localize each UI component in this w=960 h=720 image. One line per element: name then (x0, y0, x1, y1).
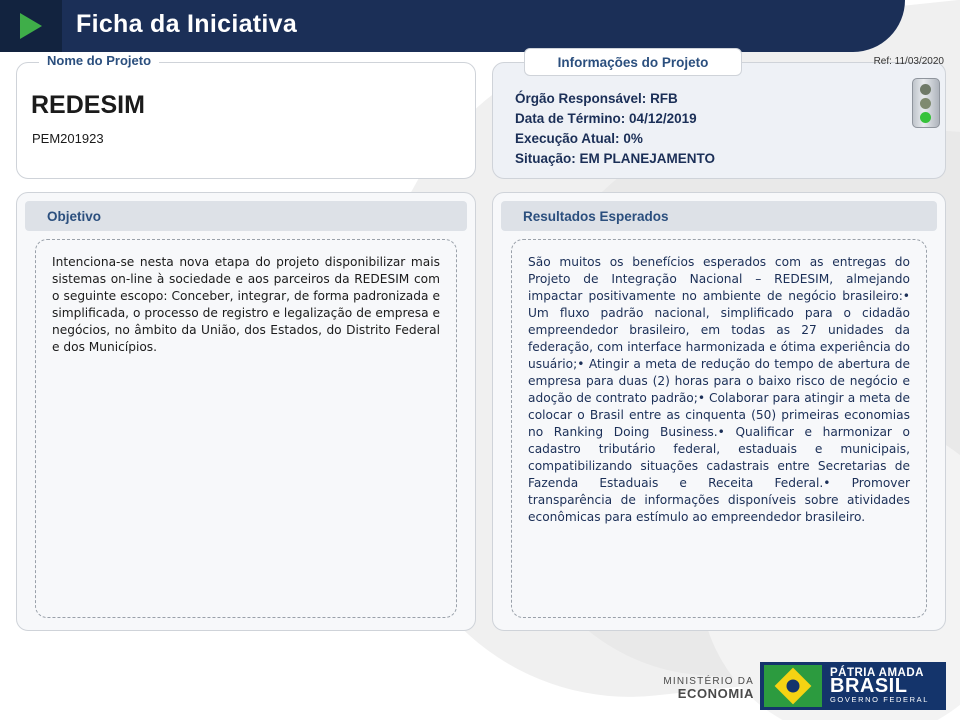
page-footer (0, 642, 960, 720)
info-row-situacao (515, 149, 715, 169)
government-logo (760, 662, 946, 710)
ministry-line-2: ECONOMIA (677, 686, 754, 701)
gov-line-3: GOVERNO FEDERAL (830, 694, 930, 704)
project-name-value: REDESIM (31, 91, 145, 119)
info-label-situacao: Situação: (515, 151, 576, 166)
results-text: São muitos os benefícios esperados com as entregas do Projeto de Integração Nacional – REDESIM, almejando impactar positivamente no ambiente de negócio brasileiro:• Um fluxo padrão nacional, simplificado para o cidadão empreendedor brasileiro, em todas as 27 unidades da federação, com interface harmonizada e ótima experiência do usuário;• Atingir a meta de redução do tempo de abertura de empresa para duas (2) horas para o baixo risco de negócio e adoção de contrato padrão;• Colaborar para atingir a meta de colocar o Brasil entre as cinquenta (50) primeiras economias no Ranking Doing Business.• Qualificar e harmonizar o cadastro tributário federal, estaduais e municipais, compatibilizando situações cadastrais entre Secretarias de Fazenda Estaduais e Receita Federal.• Promover transparência de informações disponíveis sobre atividades econômicas para estímulo ao empreendedor brasileiro. (528, 255, 914, 524)
reference-date: Ref: 11/03/2020 (873, 56, 944, 67)
flag-circle (787, 680, 800, 693)
objective-text: Intenciona-se nesta nova etapa do projeto disponibilizar mais sistemas on-line à sociedade e aos parceiros da REDESIM com o seguinte escopo: Conceber, integrar, de forma padronizada e simplificada, o processo de registro e legalização de empresa e negócios, no âmbito da União, dos Estados, do Distrito Federal e dos Municípios. (52, 255, 444, 354)
info-label-execucao: Execução Atual: (515, 131, 620, 146)
project-info-legend: Informações do Projeto (524, 48, 742, 76)
info-row-data-termino (515, 109, 715, 129)
page-title: Ficha da Iniciativa (76, 10, 298, 38)
objective-panel (16, 192, 476, 631)
traffic-light-yellow (920, 98, 931, 109)
info-row-orgao (515, 89, 715, 109)
traffic-light-green (920, 112, 931, 123)
objective-title: Objetivo (25, 201, 467, 231)
ministry-logo (663, 676, 754, 700)
page-header (0, 0, 960, 52)
info-value-execucao: 0% (623, 131, 643, 146)
traffic-light-icon (912, 78, 940, 128)
play-triangle-icon (20, 13, 42, 39)
project-info-panel (492, 62, 946, 179)
project-info-list (515, 89, 715, 169)
info-label-orgao: Órgão Responsável: (515, 91, 647, 106)
project-name-legend: Nome do Projeto (39, 53, 159, 68)
objective-body (35, 239, 457, 618)
traffic-light-red (920, 84, 931, 95)
info-label-data-termino: Data de Término: (515, 111, 626, 126)
results-body (511, 239, 927, 618)
info-value-situacao: EM PLANEJAMENTO (579, 151, 716, 166)
info-value-data-termino: 04/12/2019 (629, 111, 697, 126)
brazil-flag-icon (764, 665, 822, 707)
results-title: Resultados Esperados (501, 201, 937, 231)
gov-line-2: BRASIL (830, 674, 908, 697)
project-name-panel (16, 53, 476, 179)
results-panel (492, 192, 946, 631)
government-logo-text (830, 667, 929, 706)
project-code-value: PEM201923 (32, 131, 104, 146)
ministry-line-1: MINISTÉRIO DA (663, 676, 754, 687)
info-row-execucao (515, 129, 715, 149)
info-value-orgao: RFB (650, 91, 678, 106)
gov-line-1: PÁTRIA AMADA (830, 666, 924, 679)
